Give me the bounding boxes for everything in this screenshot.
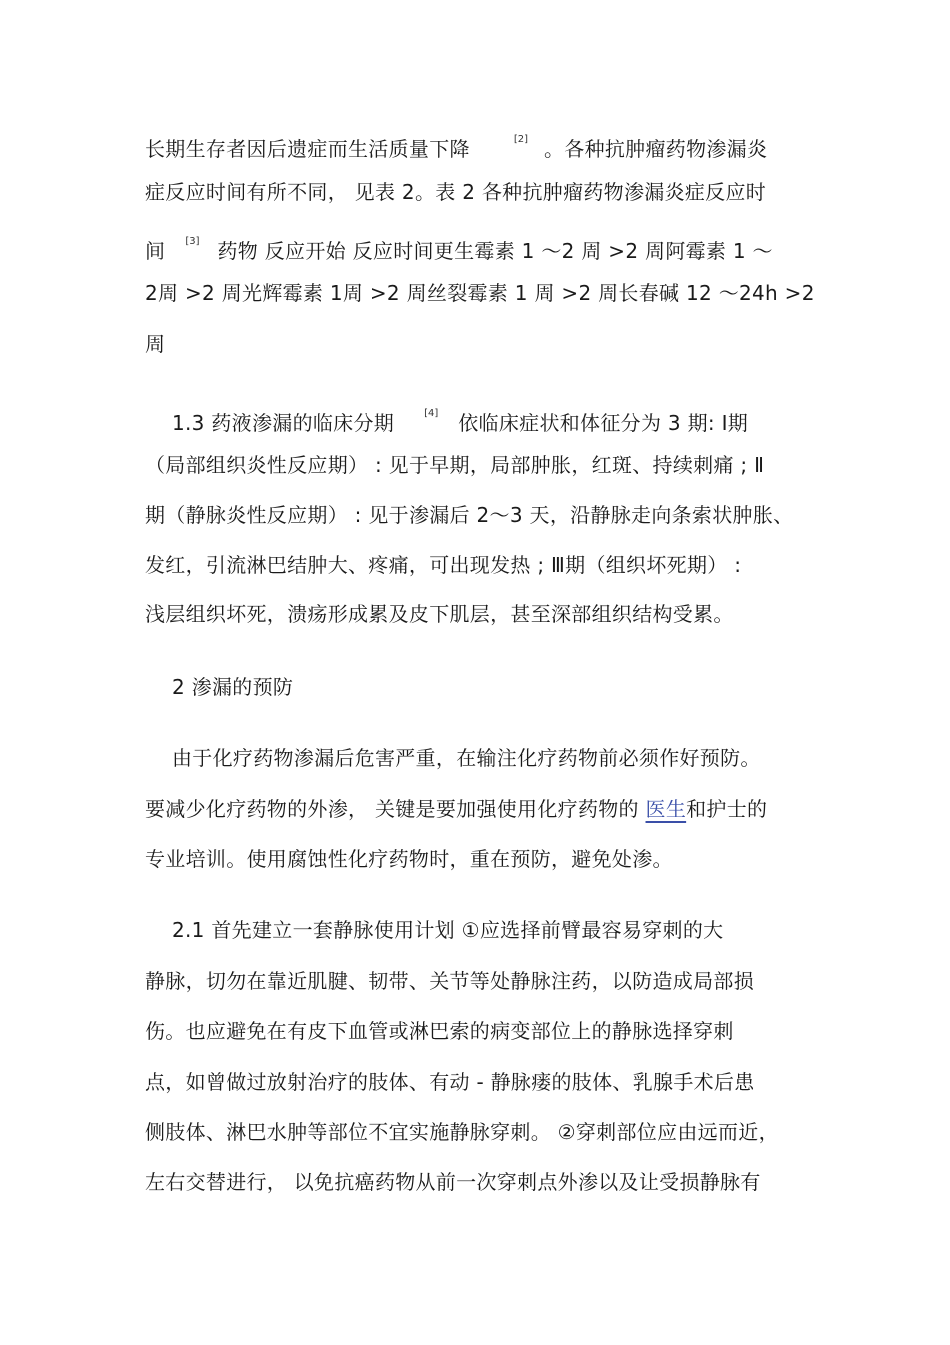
text-line: 专业培训。使用腐蚀性化疗药物时，重在预防，避免处渗。 — [145, 847, 673, 871]
text-line: 浅层组织坏死，溃疡形成累及皮下肌层，甚至深部组织结构受累。 — [145, 602, 734, 626]
text-line: 症反应时间有所不同， 见表 2。表 2 各种抗肿瘤药物渗漏炎症反应时 — [145, 180, 767, 204]
text-line: 期（静脉炎性反应期） : 见于渗漏后 2～3 天，沿静脉走向条索状肿胀、 — [145, 503, 794, 527]
text-line — [145, 228, 825, 265]
citation-ref: [4] — [424, 408, 439, 419]
text-span: 依临床症状和体征分为 3 期: Ⅰ期 — [458, 411, 749, 435]
doctor-link[interactable]: 医生 — [645, 797, 687, 821]
text-span: 和护士的 — [686, 797, 768, 821]
text-line: （局部组织炎性反应期） : 见于早期，局部肿胀，红斑、持续刺痛 ; Ⅱ — [145, 453, 765, 477]
text-line: 周 — [145, 332, 166, 356]
text-line: 左右交替进行， 以免抗癌药物从前一次穿刺点外渗以及让受损静脉有 — [145, 1170, 761, 1194]
citation-ref: [2] — [513, 134, 528, 145]
text-span: 要减少化疗药物的外渗， 关键是要加强使用化疗药物的 — [145, 797, 646, 821]
text-span: 。各种抗肿瘤药物渗漏炎 — [543, 137, 768, 161]
text-line — [145, 126, 825, 163]
section-heading: 2 渗漏的预防 — [172, 675, 294, 699]
text-line: 2周 >2 周光辉霉素 1周 >2 周丝裂霉素 1 周 >2 周长春碱 12 ～24h >2 — [145, 281, 815, 305]
text-line: 静脉，切勿在靠近肌腱、韧带、关节等处静脉注药，以防造成局部损 — [145, 969, 754, 993]
text-line: 伤。也应避免在有皮下血管或淋巴索的病变部位上的静脉选择穿刺 — [145, 1019, 734, 1043]
text-line: 由于化疗药物渗漏后危害严重，在输注化疗药物前必须作好预防。 — [172, 746, 761, 770]
text-line: 2.1 首先建立一套静脉使用计划 ①应选择前臂最容易穿刺的大 — [172, 918, 724, 942]
text-span: 药物 反应开始 反应时间更生霉素 1 ～2 周 >2 周阿霉素 1 ～ — [217, 239, 773, 263]
text-line: 侧肢体、淋巴水肿等部位不宜实施静脉穿刺。 ②穿刺部位应由远而近， — [145, 1120, 779, 1144]
text-line — [172, 400, 852, 437]
text-span: 间 — [145, 239, 166, 263]
text-line: 点，如曾做过放射治疗的肢体、有动 - 静脉瘘的肢体、乳腺手术后患 — [145, 1070, 755, 1094]
text-span: 长期生存者因后遗症而生活质量下降 — [145, 137, 470, 161]
section-number-title: 1.3 药液渗漏的临床分期 — [172, 411, 395, 435]
text-line — [145, 795, 825, 823]
text-line: 发红，引流淋巴结肿大、疼痛，可出现发热 ; Ⅲ期（组织坏死期） : — [145, 553, 742, 577]
citation-ref: [3] — [185, 236, 200, 247]
